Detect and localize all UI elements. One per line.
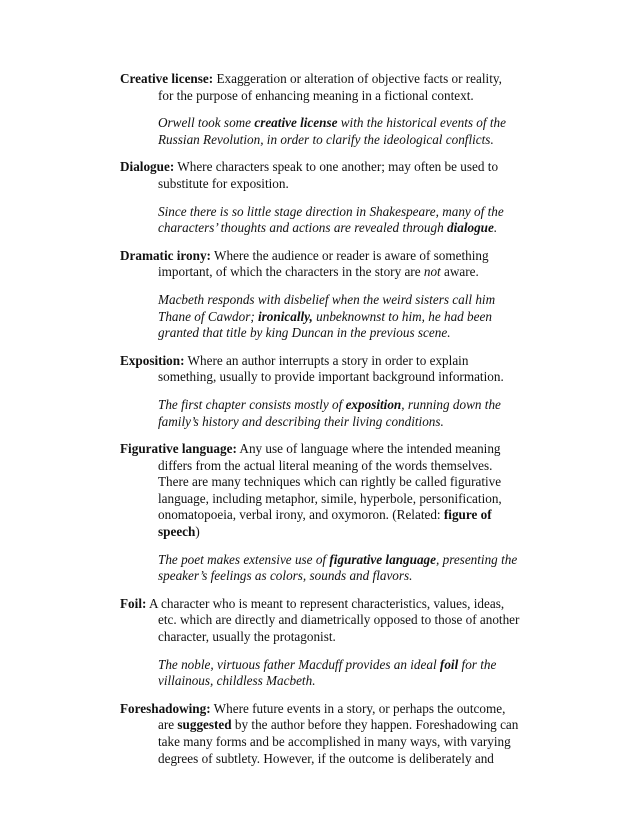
example: The noble, virtuous father Macduff provides an ideal foil for the villainous, childless Macbeth. bbox=[158, 656, 497, 689]
example: Orwell took some creative license with the historical events of the Russian Revolution, in order to clarify the ideological conflicts. bbox=[158, 115, 506, 147]
definition: Foil: A character who is meant to represent characteristics, values, ideas, etc. which are directly and diametrically opposed to those of another character, usually the protagonist. bbox=[120, 595, 520, 645]
example: The first chapter consists mostly of exposition, running down the family’s history and describing their living conditions. bbox=[158, 396, 501, 429]
definition: Dramatic irony: Where the audience or reader is aware of something important, of which the characters in the story are not aware. bbox=[120, 247, 489, 280]
definition: Figurative language: Any use of language where the intended meaning differs from the actual literal meaning of the words themselves. There are many techniques which can rightly be called figurative language, including metaphor, simile, hyperbole, personification, onomatopoeia, verbal irony, and oxymoron. (Related: figure of speech) bbox=[120, 441, 502, 540]
example: Macbeth responds with disbelief when the weird sisters call him Thane of Cawdor; ironically, unbeknownst to him, he had been granted that title by king Duncan in the previous scene. bbox=[158, 291, 496, 341]
definition: Creative license: Exaggeration or alteration of objective facts or reality, for the purpose of enhancing meaning in a fictional context. bbox=[120, 71, 502, 103]
glossary-entry bbox=[120, 248, 520, 342]
term: Dramatic irony: bbox=[120, 247, 211, 263]
definition: Foreshadowing: Where future events in a story, or perhaps the outcome, are suggested by the author before they happen. Foreshadowing can take many forms and be accomplished in many ways, with varying degrees of subtlety. However, if the outcome is deliberately and bbox=[120, 700, 519, 766]
term: Creative license: bbox=[120, 71, 214, 86]
term: Figurative language: bbox=[120, 441, 237, 457]
example: The poet makes extensive use of figurative language, presenting the speaker’s feelings as colors, sounds and flavors. bbox=[158, 551, 518, 584]
glossary-entry bbox=[120, 701, 520, 767]
term: Foreshadowing: bbox=[120, 700, 211, 716]
glossary-entry bbox=[120, 353, 520, 430]
term: Exposition: bbox=[120, 352, 185, 368]
glossary-entry bbox=[120, 441, 520, 585]
glossary bbox=[120, 71, 520, 778]
example: Since there is so little stage direction in Shakespeare, many of the characters’ thoughts and actions are revealed through dialogue. bbox=[158, 203, 504, 236]
glossary-entry bbox=[120, 71, 520, 148]
glossary-entry bbox=[120, 159, 520, 236]
term: Dialogue: bbox=[120, 159, 175, 175]
definition: Exposition: Where an author interrupts a story in order to explain something, usually to provide important background information. bbox=[120, 352, 504, 385]
term: Foil: bbox=[120, 595, 147, 611]
definition: Dialogue: Where characters speak to one another; may often be used to substitute for exposition. bbox=[120, 159, 499, 191]
glossary-entry bbox=[120, 596, 520, 690]
